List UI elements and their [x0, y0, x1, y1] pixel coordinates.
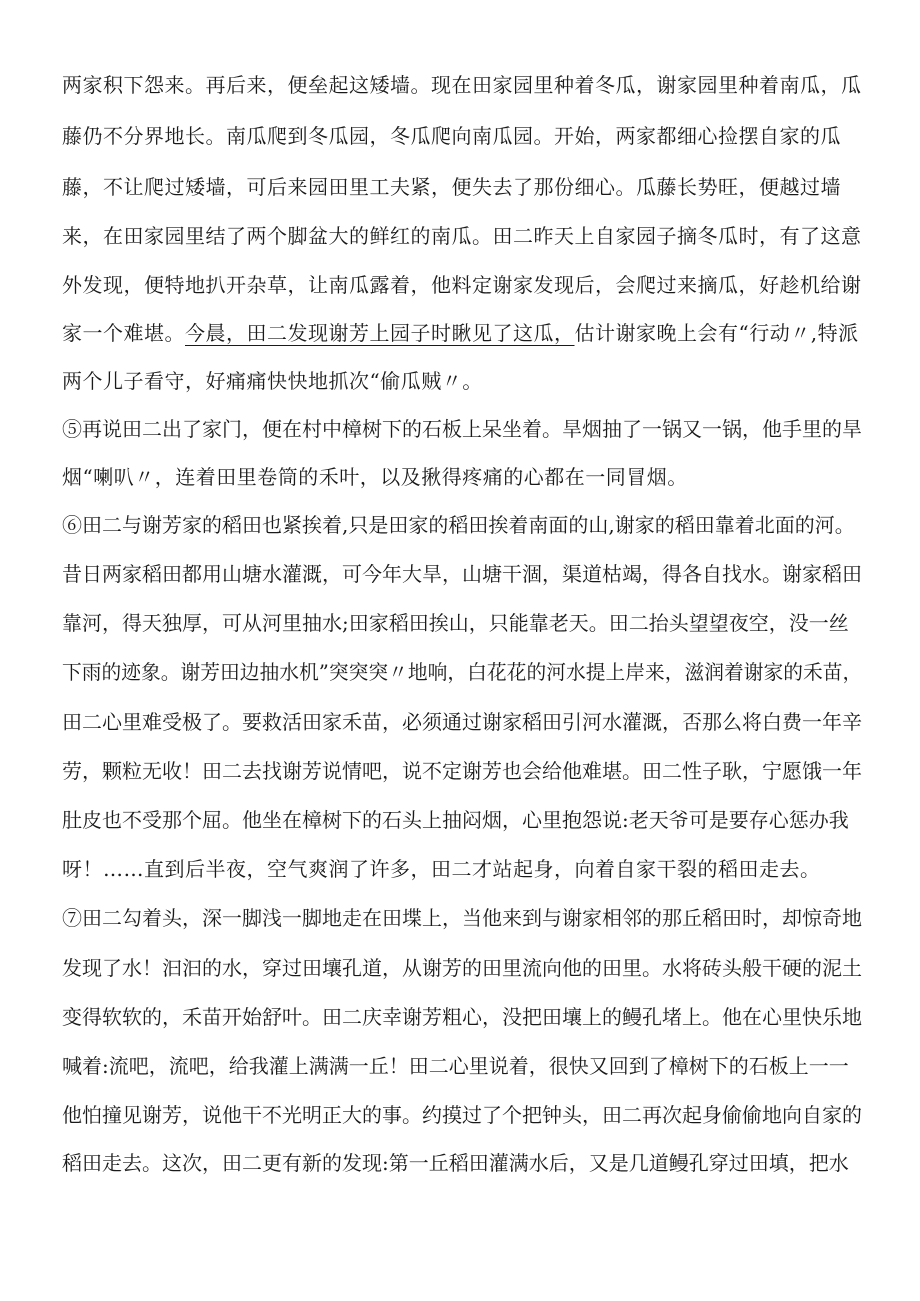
- text-line: 劳，颗粒无收！田二去找谢芳说情吧，说不定谢芳也会给他难堪。田二性子耿，宁愿饿一年: [62, 759, 862, 783]
- text-line: 发现了水！汩汩的水，穿过田壤孔道，从谢芳的田里流向他的田里。水将砖头般干硬的泥土: [62, 956, 862, 980]
- text-line: 烟“喇叭〃，连着田里卷筒的禾叶，以及揪得疼痛的心都在一同冒烟。: [62, 465, 688, 489]
- text-line: 藤仍不分界地长。南瓜爬到冬瓜园，冬瓜爬向南瓜园。开始，两家都细心捡摆自家的瓜: [62, 124, 841, 148]
- text-segment: 家一个难堪。: [62, 321, 185, 345]
- text-line: 靠河，得天独厚，可从河里抽水;田家稻田挨山，只能靠老天。田二抬头望望夜空，没一丝: [62, 611, 849, 635]
- text-line: 藤，不让爬过矮墙，可后来园田里工夫紧，便失去了那份细心。瓜藤长势旺，便越过墙: [62, 175, 841, 199]
- underlined-sentence: 今晨，田二发现谢芳上园子时瞅见了这瓜，: [185, 321, 575, 345]
- text-line: 两家积下怨来。再后来，便垒起这矮墙。现在田家园里种着冬瓜，谢家园里种着南瓜，瓜: [62, 73, 862, 97]
- text-line: 肚皮也不受那个屈。他坐在樟树下的石头上抽闷烟，心里抱怨说:老天爷可是要存心惩办我: [62, 808, 849, 832]
- text-line: 外发现，便特地扒开杂草，让南瓜露着，他料定谢家发现后，会爬过来摘瓜，好趁机给谢: [62, 273, 862, 297]
- paragraph-6-start: ⑥田二与谢芳家的稻田也紧挨着,只是田家的稻田挨着南面的山,谢家的稻田靠着北面的河。: [62, 513, 855, 537]
- paragraph-5-start: ⑤再说田二出了家门，便在村中樟树下的石板上呆坐着。旱烟抽了一锅又一锅，他手里的旱: [62, 417, 862, 441]
- text-line: 喊着:流吧，流吧，给我灌上满满一丘！田二心里说着，很快又回到了樟树下的石板上一一: [62, 1054, 849, 1078]
- text-line: 稻田走去。这次，田二更有新的发现:第一丘稻田灌满水后，又是几道鳗孔穿过田填，把水: [62, 1151, 849, 1175]
- text-line: 田二心里难受极了。要救活田家禾苗，必须通过谢家稻田引河水灌溉，否那么将白费一年辛: [62, 710, 862, 734]
- text-line: 变得软软的，禾苗开始舒叶。田二庆幸谢芳粗心，没把田壤上的鳗孔堵上。他在心里快乐地: [62, 1005, 862, 1029]
- text-line: 两个儿子看守，好痛痛快快地抓次“偷瓜贼〃。: [62, 369, 483, 393]
- text-line: 呀！……直到后半夜，空气爽润了许多，田二才站起身，向着自家干裂的稻田走去。: [62, 857, 821, 881]
- text-line: 下雨的迹象。谢芳田边抽水机”突突突〃地响，白花花的河水提上岸来，滋润着谢家的禾苗，: [62, 660, 863, 684]
- text-line: 昔日两家稻田都用山塘水灌溉，可今年大旱，山塘干涸，渠道枯竭，得各自找水。谢家稻田: [62, 562, 862, 586]
- text-line-with-underline: [62, 318, 862, 348]
- paragraph-7-start: ⑦田二勾着头，深一脚浅一脚地走在田堞上，当他来到与谢家相邻的那丘稻田时，却惊奇地: [62, 906, 862, 930]
- text-line: 他怕撞见谢芳，说他干不光明正大的事。约摸过了个把钟头，田二再次起身偷偷地向自家的: [62, 1103, 862, 1127]
- text-line: 来，在田家园里结了两个脚盆大的鲜红的南瓜。田二昨天上自家园子摘冬瓜时，有了这意: [62, 224, 862, 248]
- text-segment: 估计谢家晚上会有“行动〃,特派: [574, 321, 859, 345]
